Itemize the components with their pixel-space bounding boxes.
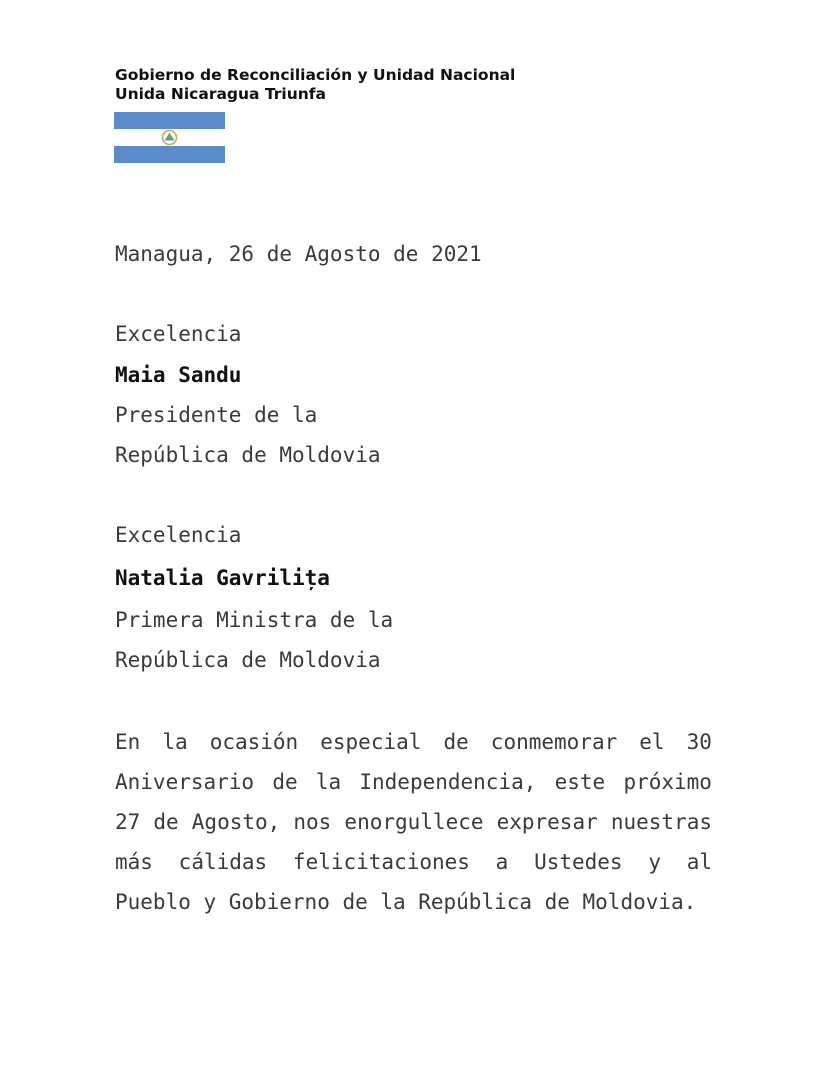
- body-word: 27: [115, 810, 141, 834]
- recipient2-title: Primera Ministra de la: [115, 608, 394, 632]
- body-word: Aniversario: [115, 770, 255, 794]
- letterhead-slogan: Unida Nicaragua Triunfa: [115, 85, 327, 103]
- body-word: de: [544, 890, 570, 914]
- body-line: [115, 808, 712, 848]
- body-word: al: [686, 850, 712, 874]
- body-word: la: [162, 730, 188, 754]
- body-line: [115, 848, 712, 888]
- body-word: Moldovia.: [582, 890, 697, 914]
- letter-body-paragraph: [115, 728, 712, 928]
- body-word: ocasión: [209, 730, 299, 754]
- letter-date: Managua, 26 de Agosto de 2021: [115, 242, 482, 266]
- body-word: a: [495, 850, 509, 874]
- body-line: [115, 728, 712, 768]
- body-word: el: [639, 730, 665, 754]
- recipient1-name: Maia Sandu: [115, 363, 242, 387]
- body-word: conmemorar: [490, 730, 618, 754]
- body-word: Agosto,: [191, 810, 281, 834]
- letterhead: [115, 66, 515, 104]
- body-word: este: [554, 770, 606, 794]
- body-word: 30: [686, 730, 712, 754]
- recipient2-name: Natalia Gavrilița: [115, 566, 330, 590]
- body-word: nos: [293, 810, 332, 834]
- body-word: de: [342, 890, 368, 914]
- body-word: de: [272, 770, 298, 794]
- nicaragua-flag-icon: [114, 112, 225, 163]
- flag-bottom-stripe: [114, 146, 225, 163]
- body-word: República: [418, 890, 533, 914]
- body-word: de: [153, 810, 179, 834]
- body-word: expresar: [496, 810, 598, 834]
- recipient2-country: República de Moldovia: [115, 648, 381, 672]
- body-word: enorgullece: [344, 810, 484, 834]
- body-word: la: [380, 890, 406, 914]
- letterhead-government-name: Gobierno de Reconciliación y Unidad Nacional: [115, 66, 516, 84]
- body-word: Independencia,: [359, 770, 537, 794]
- flag-top-stripe: [114, 112, 225, 129]
- body-word: Pueblo: [115, 890, 191, 914]
- body-word: cálidas: [178, 850, 268, 874]
- body-line: [115, 888, 712, 928]
- recipient1-title: Presidente de la: [115, 403, 318, 427]
- body-word: especial: [320, 730, 422, 754]
- recipient2-salutation: Excelencia: [115, 523, 242, 547]
- body-word: próximo: [623, 770, 712, 794]
- recipient1-country: República de Moldovia: [115, 443, 381, 467]
- recipient1-salutation: Excelencia: [115, 322, 242, 346]
- body-word: felicitaciones: [292, 850, 470, 874]
- body-word: la: [315, 770, 342, 794]
- body-word: de: [443, 730, 469, 754]
- body-word: Gobierno: [228, 890, 330, 914]
- body-word: y: [203, 890, 217, 914]
- body-word: nuestras: [610, 810, 712, 834]
- body-word: más: [115, 850, 153, 874]
- body-word: Ustedes: [534, 850, 623, 874]
- body-word: y: [648, 850, 661, 874]
- body-word: En: [115, 730, 141, 754]
- body-line: [115, 768, 712, 808]
